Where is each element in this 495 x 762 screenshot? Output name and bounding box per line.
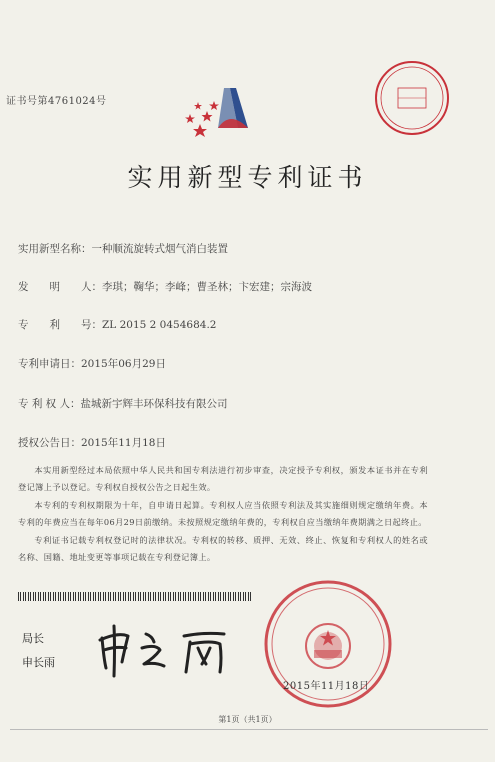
name-label: 实用新型名称： (18, 243, 92, 255)
signatory-name: 申长雨 (22, 656, 55, 669)
inventor-value: 李琪；鞠华；李峰；曹圣林；卞宏建；宗海波 (102, 281, 312, 293)
signatory-title: 局长 (22, 632, 44, 645)
patent-office-logo-icon (178, 84, 264, 144)
utility-model-name-row (18, 241, 228, 256)
paragraph-term: 本专利的专利权期限为十年，自申请日起算。专利权人应当依照专利法及其实施细则规定缴纳年费。本专利的年费应当在每年06月29日前缴纳。未按照规定缴纳年费的，专利权自应当缴纳年费期满之日起终止。 (18, 500, 428, 527)
handwritten-signature-icon (94, 618, 244, 678)
patentee-row (18, 396, 228, 411)
grant-date-row (18, 435, 166, 450)
certificate-number: 证书号第4761024号 (6, 96, 107, 107)
filing-date-label: 专利申请日： (18, 358, 81, 370)
page-number: 第1页（共1页） (218, 715, 277, 724)
filing-date-row (18, 356, 166, 371)
paragraph-registration: 专利证书记载专利权登记时的法律状况。专利权的转移、质押、无效、终止、恢复和专利权人的姓名或名称、国籍、地址变更等事项记载在专利登记簿上。 (18, 535, 428, 562)
paragraph-grant: 本实用新型经过本局依照中华人民共和国专利法进行初步审查，决定授予专利权，颁发本证书并在专利登记簿上予以登记。专利权自授权公告之日起生效。 (18, 465, 428, 492)
seal-date: 2015年11月18日 (283, 681, 370, 692)
name-value: 一种顺流旋转式烟气消白装置 (91, 243, 228, 255)
patentee-label: 专 利 权 人： (18, 398, 81, 410)
patent-number-value: ZL 2015 2 0454684.2 (102, 319, 217, 331)
inventor-row (18, 279, 312, 294)
inventor-label: 发 明 人： (18, 281, 102, 293)
patent-number-row (18, 317, 216, 332)
agency-seal-icon (372, 58, 452, 138)
patentee-value: 盐城新宇辉丰环保科技有限公司 (80, 398, 228, 410)
footer-divider (10, 729, 488, 730)
filing-date-value: 2015年06月29日 (81, 358, 166, 370)
barcode (18, 592, 252, 601)
grant-date-value: 2015年11月18日 (81, 437, 166, 449)
grant-date-label: 授权公告日： (18, 437, 81, 449)
patent-number-label: 专 利 号： (18, 319, 102, 331)
certificate-body-text (18, 462, 428, 567)
certificate-title: 实用新型专利证书 (127, 163, 368, 192)
